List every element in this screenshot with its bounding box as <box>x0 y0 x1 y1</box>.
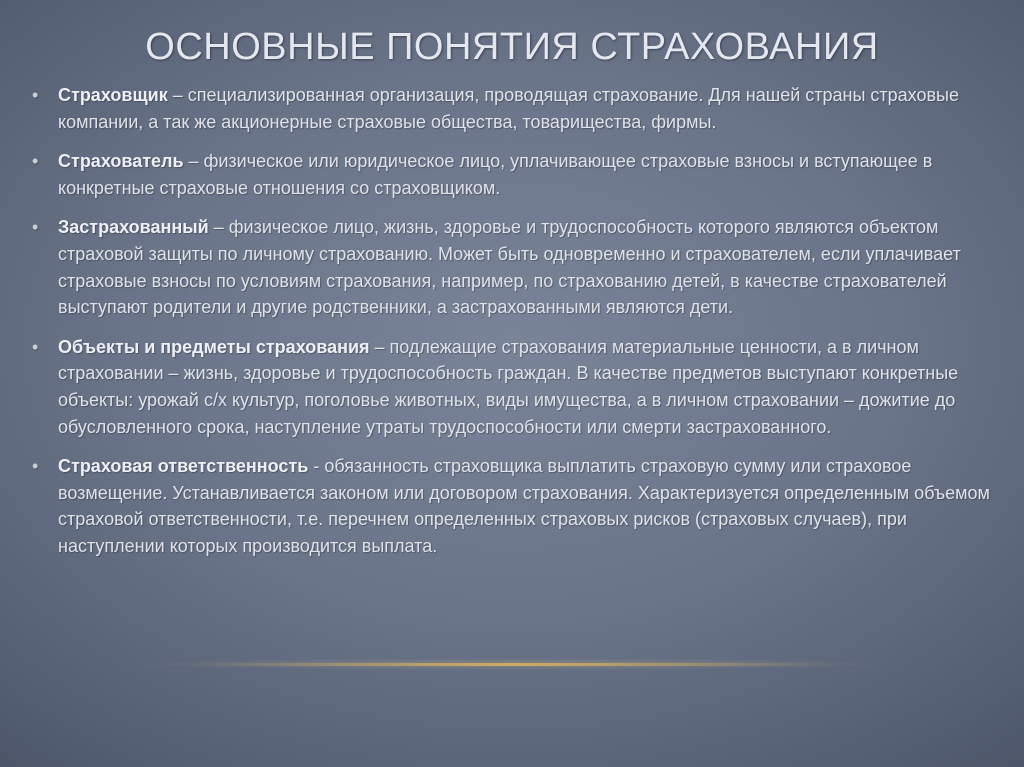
term-separator: – <box>167 85 188 105</box>
term-separator: – <box>183 151 204 172</box>
term-separator: – <box>208 217 229 238</box>
definition-text: физическое или юридическое лицо, уплачивающее страховые взносы и вступающее в конкретные страховые отношения со страховщиком. <box>58 151 933 198</box>
definition-text: физическое лицо, жизнь, здоровье и трудоспособность которого являются объектом страховой защиты по личному страхованию. Может быть одновременно и страхователем, если уплачивает страховые взносы по условиям страхования, например, по страхованию детей, в качестве страхователей выступают родители и другие родственники, а застрахованными являются дети. <box>58 217 961 318</box>
term-separator: - <box>308 456 325 477</box>
list-item <box>28 82 998 135</box>
definition-text: обязанность страховщика выплатить страховую сумму или страховое возмещение. Устанавливается законом или договором страхования. Характеризуется определенным объемом страховой ответственности, т.е. перечнем определенных страховых рисков (страховых случаев), при наступлении которых производится выплата. <box>58 456 990 556</box>
definition-text: подлежащие страхования материальные ценности, а в личном страховании – жизнь, здоровье и трудоспособность граждан. В качестве предметов выступают конкретные объекты: урожай с/х культур, поголовье животных, виды имущества, а в личном страховании – дожитие до обусловленного срока, наступление утраты трудоспособности или смерти застрахованного. <box>58 336 959 437</box>
slide-title: ОСНОВНЫЕ ПОНЯТИЯ СТРАХОВАНИЯ <box>145 26 879 68</box>
bullet-icon: • <box>32 336 39 357</box>
list-item <box>28 214 998 320</box>
definitions-list <box>28 82 998 573</box>
list-item <box>28 148 998 201</box>
term-insured: Застрахованный <box>58 217 209 238</box>
term-insurer: Страховщик <box>58 85 168 105</box>
bullet-icon: • <box>32 456 39 477</box>
bullet-icon: • <box>32 217 39 238</box>
term-policyholder: Страхователь <box>58 151 184 172</box>
term-objects-subjects: Объекты и предметы страхования <box>58 336 370 357</box>
bullet-icon: • <box>32 85 39 105</box>
bullet-icon: • <box>32 151 39 172</box>
definition-text: специализированная организация, проводящая страхование. Для нашей страны страховые компании, а так же акционерные страховые общества, товарищества, фирмы. <box>58 85 959 132</box>
gold-divider <box>200 663 824 666</box>
list-item <box>28 334 998 440</box>
term-separator: – <box>369 336 390 357</box>
term-liability: Страховая ответственность <box>58 456 309 477</box>
list-item <box>28 453 998 559</box>
